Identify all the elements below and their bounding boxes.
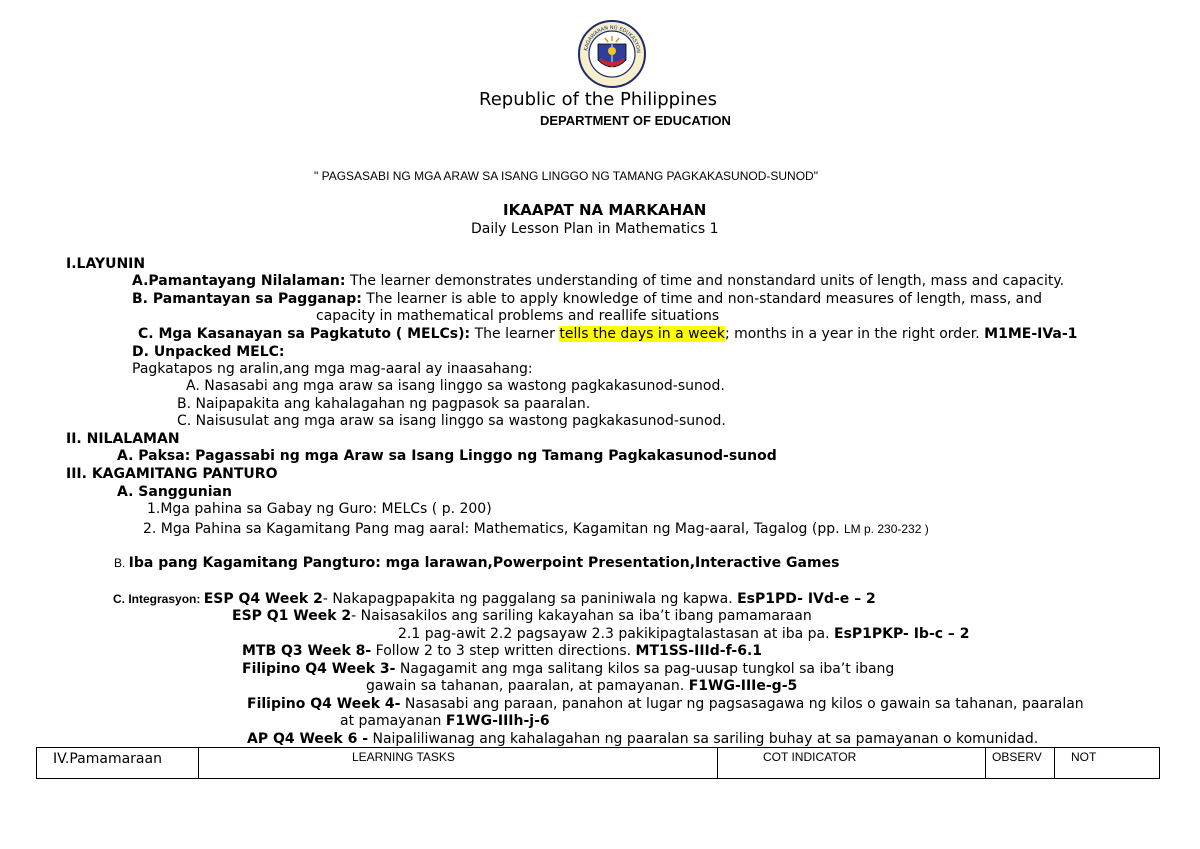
competency-code: F1WG-IIIh-j-6 xyxy=(445,713,550,729)
col-pamamaraan: IV.Pamamaraan xyxy=(37,748,199,778)
competency-code: EsP1PD- IVd-e – 2 xyxy=(737,591,876,607)
reference-item xyxy=(143,521,929,537)
republic-heading: Republic of the Philippines xyxy=(479,89,717,110)
sanggunian-label: A. Sanggunian xyxy=(117,484,232,500)
competency-code: F1WG-IIIe-g-5 xyxy=(688,678,798,694)
layunin-b-label: B. Pamantayan sa Pagganap: xyxy=(132,291,362,307)
layunin-c-label: C. Mga Kasanayan sa Pagkatuto ( MELCs): xyxy=(138,326,471,342)
competency-code: MT1SS-IIId-f-6.1 xyxy=(635,643,763,659)
layunin-c-text-post: ; months in a year in the right order. xyxy=(724,326,985,342)
layunin-b-text-continued: capacity in mathematical problems and reallife situations xyxy=(316,308,720,324)
reference-text: 2. Mga Pahina sa Kagamitang Pang mag aaral: Mathematics, Kagamitan ng Mag-aaral, Tagalog (pp. xyxy=(143,521,844,537)
integration-line: C. Integrasyon: ESP Q4 Week 2- Nakapagpapakita ng paggalang sa paniniwala ng kapwa. EsP1PD- IVd-e – 2 xyxy=(113,591,876,607)
col-learning-tasks: LEARNING TASKS xyxy=(199,748,718,778)
layunin-a-label: A.Pamantayang Nilalaman: xyxy=(132,273,346,289)
quarter-heading: IKAAPAT NA MARKAHAN xyxy=(503,201,707,219)
plan-subtitle: Daily Lesson Plan in Mathematics 1 xyxy=(471,221,719,237)
layunin-b-text: The learner is able to apply knowledge of time and non-standard measures of length, mass, and xyxy=(361,291,1042,307)
layunin-c xyxy=(138,326,1077,342)
reference-pages: LM p. 230-232 ) xyxy=(844,522,929,536)
other-materials-text: Iba pang Kagamitang Pangturo: mga larawan,Powerpoint Presentation,Interactive Games xyxy=(128,555,840,571)
integration-line: at pamayanan F1WG-IIIh-j-6 xyxy=(340,713,550,729)
reference-item: 1.Mga pahina sa Gabay ng Guro: MELCs ( p. 200) xyxy=(147,501,492,517)
layunin-a xyxy=(132,273,1064,289)
layunin-a-text: The learner demonstrates understanding of time and nonstandard units of length, mass and capacity. xyxy=(345,273,1065,289)
other-materials xyxy=(114,555,839,571)
integration-line: Filipino Q4 Week 4- Nasasabi ang paraan, panahon at lugar ng pagsasagawa ng kilos o gawain sa tahanan, paaralan xyxy=(247,696,1084,712)
integration-line: ESP Q1 Week 2- Naisasakilos ang sariling kakayahan sa iba’t ibang pamamaraan xyxy=(232,608,812,624)
pamamaraan-table-header xyxy=(36,747,1160,779)
deped-seal-logo xyxy=(578,20,646,88)
topic-title: " PAGSASABI NG MGA ARAW SA ISANG LINGGO NG TAMANG PAGKAKASUNOD-SUNOD" xyxy=(314,169,818,183)
integration-line: gawain sa tahanan, paaralan, at pamayanan. F1WG-IIIe-g-5 xyxy=(366,678,798,694)
integration-line: Filipino Q4 Week 3- Nagagamit ang mga salitang kilos sa pag-uusap tungkol sa iba’t ibang xyxy=(242,661,895,677)
other-materials-label: B. xyxy=(114,556,129,570)
department-heading: DEPARTMENT OF EDUCATION xyxy=(540,113,731,128)
layunin-b xyxy=(132,291,1042,307)
layunin-d-intro: Pagkatapos ng aralin,ang mga mag-aaral ay inaasahang: xyxy=(132,361,533,377)
section-layunin: I.LAYUNIN xyxy=(66,256,146,272)
integration-line: MTB Q3 Week 8- Follow 2 to 3 step written directions. MT1SS-IIId-f-6.1 xyxy=(242,643,763,659)
objective-item: B. Naipapakita ang kahalagahan ng pagpasok sa paaralan. xyxy=(177,396,591,412)
objective-item: A. Nasasabi ang mga araw sa isang linggo sa wastong pagkakasunod-sunod. xyxy=(186,378,725,394)
highlighted-competency: tells the days in a week xyxy=(559,326,725,342)
competency-code: EsP1PKP- Ib-c – 2 xyxy=(834,626,970,642)
integration-line: 2.1 pag-awit 2.2 pagsayaw 2.3 pakikipagtalastasan at iba pa. EsP1PKP- Ib-c – 2 xyxy=(398,626,970,642)
section-nilalaman: II. NILALAMAN xyxy=(66,431,180,447)
col-observed: OBSERV xyxy=(986,748,1055,778)
melc-code: M1ME-IVa-1 xyxy=(984,326,1078,342)
section-kagamitan: III. KAGAMITANG PANTURO xyxy=(66,466,278,482)
integration-line: AP Q4 Week 6 - Naipaliliwanag ang kahalagahan ng paaralan sa sariling buhay at sa pamayanan o komunidad. xyxy=(247,731,1039,747)
col-cot-indicator: COT INDICATOR xyxy=(718,748,986,778)
layunin-c-text: The learner xyxy=(470,326,560,342)
col-not-observed: NOT xyxy=(1071,750,1097,764)
paksa: A. Paksa: Pagassabi ng mga Araw sa Isang Linggo ng Tamang Pagkakasunod-sunod xyxy=(117,448,777,464)
objective-item: C. Naisusulat ang mga araw sa isang linggo sa wastong pagkakasunod-sunod. xyxy=(177,413,726,429)
integration-label: C. Integrasyon: xyxy=(113,592,204,606)
layunin-d-label: D. Unpacked MELC: xyxy=(132,344,285,360)
seal-text: KAGAWARAN NG EDUKASYON xyxy=(583,24,642,54)
